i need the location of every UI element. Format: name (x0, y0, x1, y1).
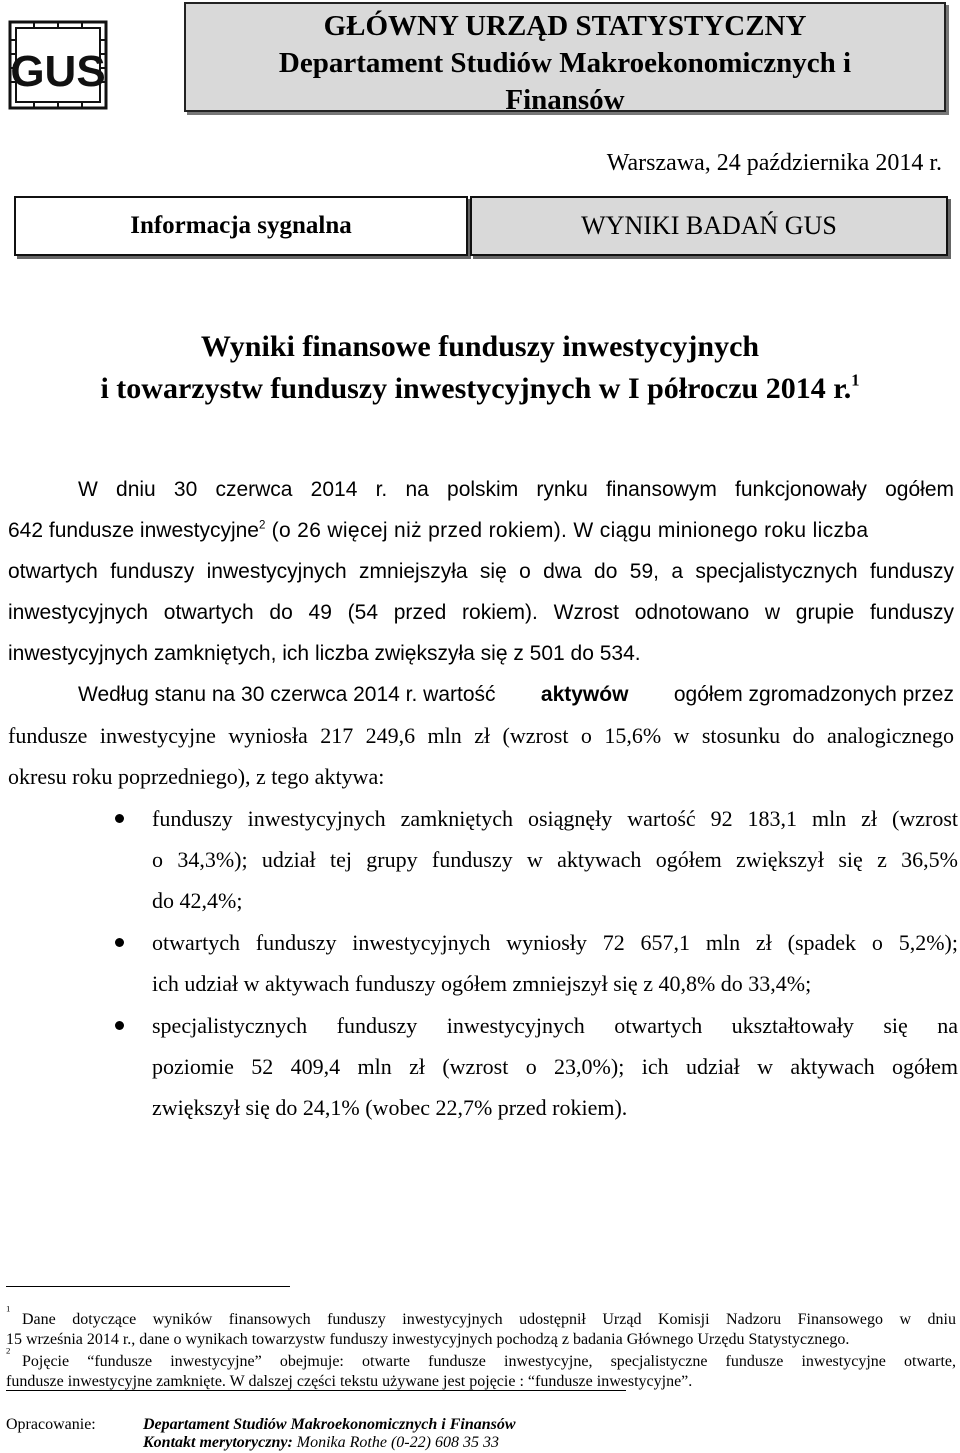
bullet3-line3: zwiększył się do 24,1% (wobec 22,7% przed rokiem). (152, 1095, 628, 1120)
bullet-dot-1 (115, 814, 124, 823)
bullet2-line1: otwartych funduszy inwestycyjnych wyniosły 72 657,1 mln zł (spadek o 5,2%); (152, 930, 958, 955)
p1-line1: W dniu 30 czerwca 2014 r. na polskim rynku finansowym funkcjonowały ogółem (78, 478, 954, 501)
title-line2-text: i towarzystw funduszy inwestycyjnych w I półroczu 2014 r. (100, 372, 852, 405)
title-footnote-ref: 1 (851, 370, 860, 390)
bullet1-line3: do 42,4%; (152, 888, 243, 913)
footnote2-line2: fundusze inwestycyjne zamknięte. W dalszej części tekstu używane jest pojęcie : “fundusze inwestycyjne”. (6, 1373, 693, 1390)
footnote-separator (6, 1286, 290, 1287)
bullet1-line2: o 34,3%); udział tej grupy funduszy w aktywach ogółem zwiększył się z 36,5% (152, 847, 958, 872)
gus-logo-graphic (6, 18, 110, 112)
contact-label: Kontakt merytoryczny: (143, 1434, 293, 1451)
gus-logo (6, 18, 110, 112)
header-title-line1: GŁÓWNY URZĄD STATYSTYCZNY (323, 10, 807, 42)
title-line2 (0, 368, 960, 410)
header-title-line2: Departament Studiów Makroekonomicznych i (278, 47, 852, 79)
contact-line (143, 1434, 499, 1452)
p2-keyword-aktywow: aktywów (540, 683, 629, 706)
footnote2-line1: Pojęcie “fundusze inwestycyjne” obejmuje: otwarte fundusze inwestycyjne, specjalistyczne fundusze inwestycyjne otwarte, (22, 1353, 956, 1370)
banner (14, 196, 948, 256)
p2-line1-b: ogółem zgromadzonych przez (668, 683, 954, 706)
bullet-dot-2 (115, 938, 124, 947)
prepared-by-label: Opracowanie: (6, 1416, 96, 1433)
footnote1-number: 1 (6, 1303, 11, 1314)
p2-line1 (78, 681, 954, 709)
bullet2-line2: ich udział w aktywach funduszy ogółem zmniejszył się z 40,8% do 33,4%; (152, 971, 812, 996)
prepared-by-value: Departament Studiów Makroekonomicznych i Finansów (143, 1416, 516, 1433)
p1-line5: inwestycyjnych zamkniętych, ich liczba zwiększyła się z 501 do 534. (8, 642, 641, 665)
header-title-line3: Finansów (505, 84, 625, 116)
bullet3-line2: poziomie 52 409,4 mln zł (wzrost o 23,0%); ich udział w aktywach ogółem (152, 1054, 958, 1079)
bullet-dot-3 (115, 1021, 124, 1030)
banner-label-right: WYNIKI BADAŃ GUS (470, 196, 948, 256)
p1-line3: otwartych funduszy inwestycyjnych zmniejszyła się o dwa do 59, a specjalistycznych funduszy (8, 560, 954, 583)
title-line1: Wyniki finansowe funduszy inwestycyjnych (200, 330, 760, 363)
banner-label-left: Informacja sygnalna (14, 196, 468, 256)
p2-line1-a: Według stanu na 30 czerwca 2014 r. wartość (78, 683, 502, 706)
p1-line2 (8, 517, 954, 545)
p2-line3: okresu roku poprzedniego), z tego aktywa: (8, 764, 385, 789)
footnote1-line1: Dane dotyczące wyników finansowych funduszy inwestycyjnych udostępnił Urząd Komisji Nadzoru Finansowego w dniu (22, 1311, 956, 1328)
p1-line4: inwestycyjnych otwartych do 49 (54 przed rokiem). Wzrost odnotowano w grupie funduszy (8, 601, 954, 624)
footnote2-number: 2 (6, 1345, 11, 1356)
bullet1-line1: funduszy inwestycyjnych zamkniętych osiągnęły wartość 92 183,1 mln zł (wzrost (152, 806, 958, 831)
p1-line2-b: (o 26 więcej niż przed rokiem). W ciągu minionego roku liczba (265, 519, 869, 542)
header-title-box (184, 2, 946, 116)
p1-footnote-ref: 2 (259, 519, 266, 532)
document-title (0, 326, 960, 410)
logo-text: GUS (10, 47, 106, 96)
p2-line2: fundusze inwestycyjne wyniosła 217 249,6 mln zł (wzrost o 15,6% w stosunku do analogicznego (8, 723, 954, 748)
footnote-underline (6, 1390, 626, 1391)
footnote1-line2: 15 września 2014 r., dane o wynikach towarzystw funduszy inwestycyjnych pochodzą z badania Głównego Urzędu Statystycznego. (6, 1331, 850, 1348)
p1-line2-a: 642 fundusze inwestycyjne (8, 519, 259, 542)
contact-value: Monika Rothe (0-22) 608 35 33 (296, 1434, 499, 1451)
document-date: Warszawa, 24 października 2014 r. (606, 150, 942, 176)
bullet3-line1: specjalistycznych funduszy inwestycyjnych otwartych ukształtowały się na (152, 1013, 958, 1038)
